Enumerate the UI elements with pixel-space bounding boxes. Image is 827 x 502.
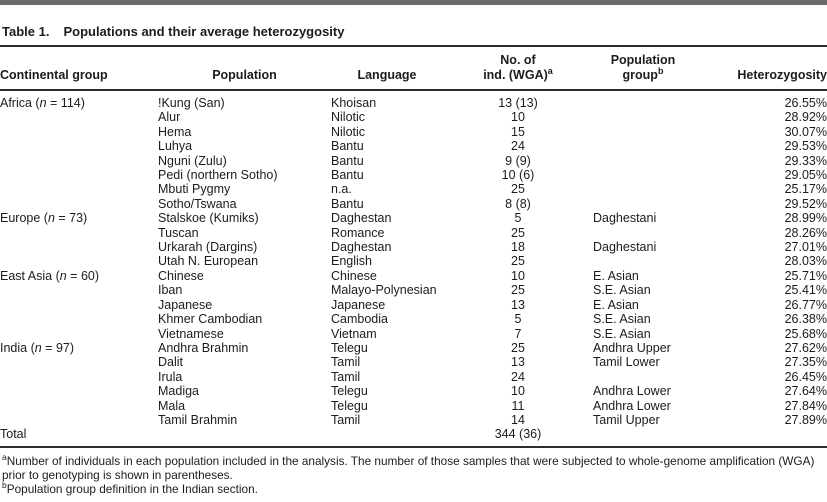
cell-language: English xyxy=(331,254,372,269)
cell-language: Romance xyxy=(331,225,385,240)
table-caption xyxy=(0,5,827,47)
cell-no-of-ind: 25 xyxy=(511,340,525,355)
cell-heterozygosity: 27.84% xyxy=(784,398,827,413)
cell-no-of-ind: 10 xyxy=(511,384,525,399)
cell-population: Andhra Brahmin xyxy=(158,340,249,355)
cell-language: Nilotic xyxy=(331,110,366,125)
cell-heterozygosity: 27.89% xyxy=(784,412,827,427)
cell-population-group xyxy=(593,125,693,139)
cell-no-of-ind: 25 xyxy=(511,283,525,298)
cell-heterozygosity: 28.26% xyxy=(784,225,827,240)
footnote-b xyxy=(2,482,827,496)
cell-language: Telegu xyxy=(331,398,368,413)
cell-continental-group xyxy=(0,154,158,168)
cell-language: Daghestan xyxy=(331,211,392,226)
cell-population: Pedi (northern Sotho) xyxy=(158,168,278,183)
cell-population-group: E. Asian xyxy=(593,268,639,283)
cell-heterozygosity: 26.45% xyxy=(784,369,827,384)
cell-no-of-ind: 13 xyxy=(511,355,525,370)
cell-language: Malayo-Polynesian xyxy=(331,283,437,298)
cell-no-of-ind: 24 xyxy=(511,369,525,384)
cell-no-of-ind: 5 xyxy=(514,211,522,226)
column-header-continental-group: Continental group xyxy=(0,47,158,90)
cell-continental-group xyxy=(0,312,158,326)
cell-population-group xyxy=(593,226,693,240)
cell-population: Alur xyxy=(158,110,181,125)
cell-no-of-ind: 10 xyxy=(511,268,525,283)
footnote-a xyxy=(2,451,827,482)
cell-population-group: Andhra Upper xyxy=(593,340,671,355)
cell-population: Japanese xyxy=(158,297,213,312)
cell-no-of-ind: 5 xyxy=(514,312,522,327)
cell-no-of-ind: 344 (36) xyxy=(443,427,593,446)
table-row xyxy=(0,370,827,384)
cell-population: Mala xyxy=(158,398,186,413)
cell-population-group: Daghestani xyxy=(593,211,657,226)
n-count-italic: n xyxy=(59,268,67,283)
cell-heterozygosity xyxy=(693,427,827,446)
cell-language: Japanese xyxy=(331,297,386,312)
cell-population-group xyxy=(593,110,693,124)
cell-continental-group xyxy=(0,254,158,268)
cell-population: Stalskoe (Kumiks) xyxy=(158,211,259,226)
cell-continental-group xyxy=(0,168,158,182)
cell-population-group: Daghestani xyxy=(593,240,657,255)
table-row xyxy=(0,90,827,110)
cell-no-of-ind: 11 xyxy=(511,398,525,413)
cell-population: Hema xyxy=(158,124,192,139)
table-row xyxy=(0,211,827,225)
table-row xyxy=(0,399,827,413)
cell-population-group xyxy=(593,197,693,211)
table-caption-title: Populations and their average heterozygosity xyxy=(63,24,345,39)
table-row xyxy=(0,226,827,240)
cell-continental-group xyxy=(0,197,158,211)
cell-population: Utah N. European xyxy=(158,254,259,269)
cell-population: Vietnamese xyxy=(158,326,224,341)
cell-heterozygosity: 26.77% xyxy=(784,297,827,312)
cell-heterozygosity: 25.17% xyxy=(784,182,827,197)
cell-language: Tamil xyxy=(331,355,361,370)
cell-no-of-ind: 9 (9) xyxy=(505,153,531,168)
cell-continental-group xyxy=(0,283,158,297)
cell-population: Luhya xyxy=(158,139,193,154)
cell-heterozygosity: 27.64% xyxy=(784,384,827,399)
populations-table xyxy=(0,47,827,448)
cell-no-of-ind: 13 (13) xyxy=(498,96,538,110)
cell-population: !Kung (San) xyxy=(158,96,225,110)
cell-heterozygosity: 26.38% xyxy=(784,312,827,327)
table-row xyxy=(0,269,827,283)
group-line2: group xyxy=(622,67,658,82)
cell-heterozygosity: 28.92% xyxy=(784,110,827,125)
cell-heterozygosity: 29.33% xyxy=(784,153,827,168)
n-count-italic: n xyxy=(34,340,42,355)
cell-language: Khoisan xyxy=(331,96,377,110)
cell-heterozygosity: 27.62% xyxy=(784,340,827,355)
cell-heterozygosity: 27.01% xyxy=(784,240,827,255)
cell-population-group: S.E. Asian xyxy=(593,312,651,327)
cell-population-group xyxy=(593,154,693,168)
cell-continental-group xyxy=(0,226,158,240)
cell-continental-group xyxy=(0,413,158,427)
column-header-language: Language xyxy=(331,47,443,90)
n-count-italic: n xyxy=(39,96,47,110)
cell-no-of-ind: 13 xyxy=(511,297,525,312)
cell-continental-group xyxy=(0,139,158,153)
cell-heterozygosity: 29.05% xyxy=(784,168,827,183)
cell-population: Mbuti Pygmy xyxy=(158,182,231,197)
cell-language: Tamil xyxy=(331,412,361,427)
cell-no-of-ind: 25 xyxy=(511,254,525,269)
cell-population: Chinese xyxy=(158,268,204,283)
cell-no-of-ind: 10 (6) xyxy=(501,168,535,183)
cell-population-group xyxy=(593,139,693,153)
footnote-a-marker: a xyxy=(2,451,7,462)
cell-continental-group xyxy=(0,182,158,196)
table-row xyxy=(0,327,827,341)
cell-language: Cambodia xyxy=(331,312,388,327)
cell-population: Dalit xyxy=(158,355,184,370)
cell-heterozygosity: 29.52% xyxy=(784,196,827,211)
cell-population xyxy=(158,427,331,446)
group-footnote-marker: b xyxy=(657,65,664,76)
cell-population: Madiga xyxy=(158,384,199,399)
cell-heterozygosity: 28.03% xyxy=(784,254,827,269)
table-row xyxy=(0,298,827,312)
table-row xyxy=(0,168,827,182)
cell-language: Tamil xyxy=(331,369,361,384)
cell-population-group xyxy=(593,427,693,446)
cell-language: n.a. xyxy=(331,182,352,197)
cell-language: Chinese xyxy=(331,268,377,283)
column-header-heterozygosity: Heterozygosity xyxy=(693,47,827,90)
no-of-line2: ind. (WGA) xyxy=(483,67,548,82)
cell-language: Nilotic xyxy=(331,124,366,139)
cell-population: Iban xyxy=(158,283,183,298)
table-row xyxy=(0,355,827,369)
cell-heterozygosity: 27.35% xyxy=(784,355,827,370)
cell-continental-group xyxy=(0,240,158,254)
column-header-population: Population xyxy=(158,47,331,90)
cell-heterozygosity: 25.68% xyxy=(784,326,827,341)
cell-continental-group: Total xyxy=(0,427,158,446)
cell-continental-group xyxy=(0,110,158,124)
cell-population-group: Tamil Upper xyxy=(593,412,660,427)
cell-population-group: Andhra Lower xyxy=(593,384,671,399)
cell-continental-group xyxy=(0,298,158,312)
table-caption-label: Table 1. xyxy=(2,24,50,39)
table-row xyxy=(0,125,827,139)
footnote-a-text: Number of individuals in each population included in the analysis. The number of those samples that were subjected to whole-genome amplification (WGA) prior to genotyping is shown in parentheses. xyxy=(2,453,815,482)
cell-no-of-ind: 24 xyxy=(511,139,525,154)
cell-heterozygosity: 30.07% xyxy=(784,124,827,139)
table-body xyxy=(0,90,827,447)
cell-continental-group xyxy=(0,125,158,139)
column-header-no-of-ind xyxy=(443,47,593,90)
cell-no-of-ind: 10 xyxy=(511,110,525,125)
table-footnotes xyxy=(0,448,827,497)
cell-population-group: S.E. Asian xyxy=(593,283,651,298)
table-row xyxy=(0,197,827,211)
cell-continental-group xyxy=(0,355,158,369)
table-row xyxy=(0,154,827,168)
cell-population: Irula xyxy=(158,369,183,384)
n-count-italic: n xyxy=(47,211,55,226)
cell-heterozygosity: 28.99% xyxy=(784,211,827,226)
cell-population-group: Andhra Lower xyxy=(593,398,671,413)
cell-no-of-ind: 25 xyxy=(511,182,525,197)
cell-continental-group: Africa (n = 114) xyxy=(0,96,85,110)
cell-population: Urkarah (Dargins) xyxy=(158,240,258,255)
cell-language: Telegu xyxy=(331,340,368,355)
cell-population-group xyxy=(593,182,693,196)
cell-no-of-ind: 7 xyxy=(514,326,522,341)
cell-population-group: S.E. Asian xyxy=(593,326,651,341)
table-header xyxy=(0,47,827,90)
cell-heterozygosity: 29.53% xyxy=(784,139,827,154)
cell-population-group xyxy=(593,90,693,110)
table-row xyxy=(0,139,827,153)
cell-continental-group xyxy=(0,370,158,384)
table-row xyxy=(0,384,827,398)
cell-language: Vietnam xyxy=(331,326,377,341)
cell-population: Khmer Cambodian xyxy=(158,312,263,327)
table-row xyxy=(0,182,827,196)
cell-no-of-ind: 18 xyxy=(511,240,525,255)
table-row xyxy=(0,110,827,124)
cell-continental-group: India (n = 97) xyxy=(0,340,75,355)
cell-population-group xyxy=(593,168,693,182)
cell-language: Telegu xyxy=(331,384,368,399)
cell-language: Daghestan xyxy=(331,240,392,255)
cell-population: Sotho/Tswana xyxy=(158,196,237,211)
cell-continental-group xyxy=(0,327,158,341)
cell-heterozygosity: 25.41% xyxy=(784,283,827,298)
group-line1: Population xyxy=(610,53,676,67)
cell-continental-group: Europe (n = 73) xyxy=(0,211,88,226)
cell-population: Tuscan xyxy=(158,225,199,240)
cell-population-group: E. Asian xyxy=(593,297,639,312)
cell-no-of-ind: 25 xyxy=(511,225,525,240)
cell-population-group xyxy=(593,254,693,268)
cell-population-group xyxy=(593,370,693,384)
table-row xyxy=(0,240,827,254)
cell-population-group: Tamil Lower xyxy=(593,355,660,370)
footnote-b-text: Population group definition in the Indian section. xyxy=(6,482,258,497)
cell-no-of-ind: 14 xyxy=(511,412,525,427)
cell-language: Bantu xyxy=(331,196,364,211)
cell-language xyxy=(331,427,443,446)
cell-population: Tamil Brahmin xyxy=(158,412,238,427)
table-row xyxy=(0,341,827,355)
table-row xyxy=(0,283,827,297)
cell-continental-group: East Asia (n = 60) xyxy=(0,268,100,283)
cell-no-of-ind: 8 (8) xyxy=(505,196,531,211)
cell-language: Bantu xyxy=(331,139,364,154)
cell-heterozygosity: 25.71% xyxy=(784,268,827,283)
column-header-population-group xyxy=(593,47,693,90)
no-of-line1: No. of xyxy=(500,53,536,67)
table-row xyxy=(0,254,827,268)
table-row xyxy=(0,427,827,446)
cell-continental-group xyxy=(0,384,158,398)
table-row xyxy=(0,413,827,427)
footnote-b-marker: b xyxy=(2,480,7,491)
cell-continental-group xyxy=(0,399,158,413)
cell-no-of-ind: 15 xyxy=(511,124,525,139)
cell-heterozygosity: 26.55% xyxy=(784,96,827,110)
cell-language: Bantu xyxy=(331,168,364,183)
no-of-footnote-marker: a xyxy=(547,65,553,76)
cell-language: Bantu xyxy=(331,153,364,168)
table-row xyxy=(0,312,827,326)
cell-population: Nguni (Zulu) xyxy=(158,153,227,168)
